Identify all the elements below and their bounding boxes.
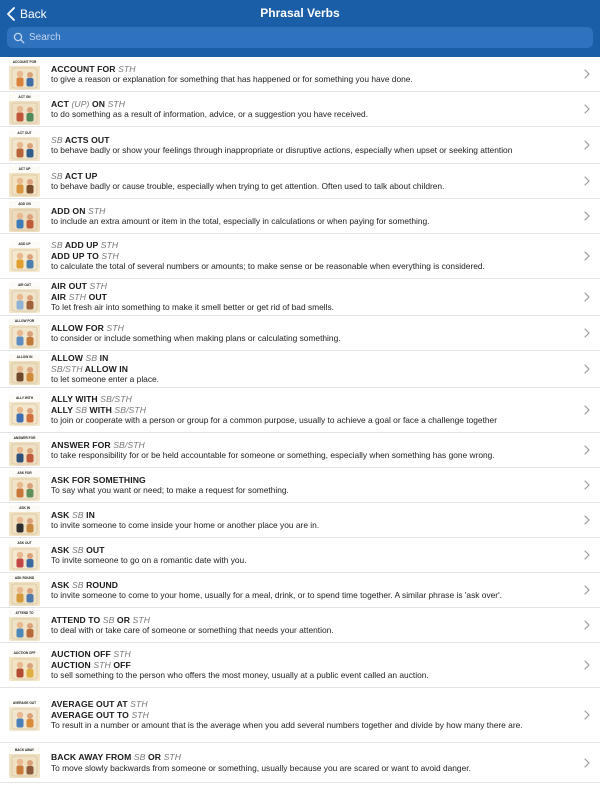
headword-part: ALLOW IN xyxy=(82,363,129,374)
list-item[interactable] xyxy=(0,199,600,234)
placeholder-word: STH xyxy=(68,291,87,302)
headword-part: WITH xyxy=(87,404,115,415)
headword-part: OR xyxy=(114,614,133,625)
definition-text: to invite someone to come inside your home or another place you are in. xyxy=(51,520,320,531)
headword-part: ADD ON xyxy=(51,205,88,216)
illustration-thumbnail xyxy=(9,166,40,197)
headword-part: BACK AWAY FROM xyxy=(51,752,134,763)
placeholder-word: STH xyxy=(130,699,148,710)
chevron-right-icon xyxy=(584,140,590,150)
chevron-right-icon xyxy=(584,620,590,630)
headword-part: ROUND xyxy=(83,579,119,590)
headword-part: AUCTION OFF xyxy=(51,649,114,660)
entry-text xyxy=(51,281,600,312)
entry-text xyxy=(51,171,600,192)
list-item[interactable] xyxy=(0,608,600,643)
placeholder-word: (UP) xyxy=(71,98,90,109)
phrasal-verb-headword xyxy=(51,281,576,291)
chevron-right-icon xyxy=(584,104,590,114)
illustration-thumbnail xyxy=(9,318,40,349)
definition-text: To say what you want or need; to make a request for something. xyxy=(51,485,289,496)
entry-text xyxy=(51,545,600,566)
definition-text: To let fresh air into something to make it smell better or get rid of bad smells. xyxy=(51,302,335,313)
phrasal-verb-headword xyxy=(51,64,576,74)
entry-text xyxy=(51,240,600,271)
placeholder-word: SB xyxy=(133,752,146,763)
illustration-thumbnail xyxy=(9,470,40,501)
chevron-right-icon xyxy=(584,660,590,670)
definition-text: to invite someone to come to your home, usually for a meal, drink, or to spend time together. A similar phrase is 'ask over'. xyxy=(51,590,503,601)
definition-text: to consider or include something when making plans or calculating something. xyxy=(51,333,341,344)
phrasal-verb-headword xyxy=(51,99,576,109)
headword-part: AIR xyxy=(51,291,69,302)
thumbnail-caption: ACCOUNT FOR xyxy=(12,59,37,64)
list-item[interactable] xyxy=(0,743,600,783)
entry-text xyxy=(51,752,600,773)
list-item[interactable] xyxy=(0,316,600,351)
placeholder-word: STH xyxy=(100,240,119,251)
nav-bar xyxy=(0,0,600,27)
headword-part: OR xyxy=(145,752,164,763)
definition-text: to take responsibility for or be held accountable for someone or something, especially when something has gone wrong. xyxy=(51,450,495,461)
illustration-thumbnail xyxy=(9,282,40,313)
phrasal-verb-headword xyxy=(51,240,576,250)
thumbnail-caption: ALLY WITH xyxy=(16,395,33,400)
placeholder-word: SB xyxy=(71,544,84,555)
thumbnail-caption: AIR OUT xyxy=(17,282,32,287)
placeholder-word: SB/STH xyxy=(51,363,83,374)
illustration-thumbnail xyxy=(9,241,40,272)
phrasal-verb-headword xyxy=(51,545,576,555)
list-item[interactable] xyxy=(0,127,600,164)
placeholder-word: SB xyxy=(51,134,63,145)
illustration-thumbnail xyxy=(9,747,40,778)
search-input[interactable] xyxy=(29,32,569,43)
headword-part: ADD UP xyxy=(62,240,101,251)
headword-part: ACT xyxy=(51,98,72,109)
headword-part: ACCOUNT FOR xyxy=(51,63,119,74)
chevron-right-icon xyxy=(584,364,590,374)
headword-part: ALLY xyxy=(51,404,76,415)
headword-part: ASK xyxy=(51,509,72,520)
illustration-thumbnail xyxy=(9,354,40,385)
headword-part: ASK xyxy=(51,579,72,590)
entry-text xyxy=(51,649,600,680)
headword-part: AVERAGE OUT AT xyxy=(51,699,131,710)
thumbnail-caption: ASK ROUND xyxy=(14,575,35,580)
thumbnail-caption: ASK FOR xyxy=(17,470,32,475)
headword-part: AIR OUT xyxy=(51,281,90,292)
entry-text xyxy=(51,64,600,85)
entry-text xyxy=(51,510,600,531)
phrasal-verb-headword xyxy=(51,171,576,181)
illustration-thumbnail xyxy=(9,435,40,466)
headword-part: ALLOW FOR xyxy=(51,322,107,333)
placeholder-word: SB xyxy=(75,404,88,415)
chevron-right-icon xyxy=(584,69,590,79)
chevron-right-icon xyxy=(584,585,590,595)
phrasal-verb-headword xyxy=(51,699,576,709)
definition-text: to let someone enter a place. xyxy=(51,374,160,385)
definition-text: to do something as a result of information, advice, or a suggestion you have received. xyxy=(51,109,369,120)
placeholder-word: STH xyxy=(93,659,111,670)
search-icon xyxy=(13,32,25,44)
headword-part: IN xyxy=(83,509,95,520)
phrasal-verb-headword xyxy=(51,323,576,333)
headword-part: ASK FOR SOMETHING xyxy=(51,474,146,485)
entry-text xyxy=(51,580,600,601)
phrasal-verb-headword xyxy=(51,752,576,762)
phrasal-verb-headword xyxy=(51,475,576,485)
thumbnail-caption: ADD ON xyxy=(18,201,31,206)
entry-text xyxy=(51,323,600,344)
list-item[interactable] xyxy=(0,92,600,127)
thumbnail-caption: ATTEND TO xyxy=(15,610,34,615)
definition-text: to sell something to the person who offers the most money, usually at a public event called an auction. xyxy=(51,670,429,681)
thumbnail-caption: ACT OUT xyxy=(17,130,32,135)
top-bar xyxy=(0,0,600,57)
chevron-right-icon xyxy=(584,211,590,221)
illustration-thumbnail xyxy=(9,130,40,161)
list-item[interactable] xyxy=(0,573,600,608)
definition-text: to behave badly or show your feelings through inappropriate or disruptive actions, especially when upset or seeking attention xyxy=(51,145,513,156)
placeholder-word: SB xyxy=(85,353,98,364)
list-item[interactable] xyxy=(0,643,600,688)
list-item[interactable] xyxy=(0,538,600,573)
list-item[interactable] xyxy=(0,688,600,743)
chevron-right-icon xyxy=(584,251,590,261)
phrasal-verb-list xyxy=(0,57,600,800)
illustration-thumbnail xyxy=(9,540,40,571)
phrasal-verb-headword xyxy=(51,292,576,302)
list-item[interactable] xyxy=(0,468,600,503)
headword-part: OUT xyxy=(83,544,105,555)
thumbnail-caption: ALLOW IN xyxy=(16,354,33,359)
entry-text xyxy=(51,440,600,461)
headword-part: ALLOW xyxy=(51,353,86,364)
headword-part: IN xyxy=(97,353,109,364)
thumbnail-caption: ADD UP xyxy=(18,241,31,246)
illustration-thumbnail xyxy=(9,395,40,426)
placeholder-word: STH xyxy=(87,205,106,216)
placeholder-word: STH xyxy=(118,63,136,74)
list-item[interactable] xyxy=(0,279,600,316)
thumbnail-caption: ASK IN xyxy=(19,505,30,510)
illustration-thumbnail xyxy=(9,505,40,536)
chevron-right-icon xyxy=(584,176,590,186)
thumbnail-caption: AVERAGE OUT xyxy=(12,700,37,705)
entry-text xyxy=(51,353,600,384)
definition-text: To move slowly backwards from someone or something, usually because you are scared or want to avoid danger. xyxy=(51,762,471,773)
headword-part: OUT xyxy=(86,291,108,302)
phrasal-verb-headword xyxy=(51,615,576,625)
placeholder-word: STH xyxy=(132,614,151,625)
headword-part: ATTEND TO xyxy=(51,614,103,625)
definition-text: to include an extra amount or item in the total, especially in calculations or when paying for something. xyxy=(51,216,430,227)
entry-text xyxy=(51,699,600,730)
phrasal-verb-headword xyxy=(51,135,576,145)
thumbnail-caption: ANSWER FOR xyxy=(13,435,36,440)
placeholder-word: SB/STH xyxy=(114,404,147,415)
headword-part: AUCTION xyxy=(51,659,94,670)
illustration-thumbnail xyxy=(9,610,40,641)
placeholder-word: STH xyxy=(131,709,149,720)
list-item[interactable] xyxy=(0,234,600,279)
entry-text xyxy=(51,206,600,227)
definition-text: to behave badly or cause trouble, especially when trying to get attention. Often used to talk about children. xyxy=(51,181,445,192)
thumbnail-caption: AUCTION OFF xyxy=(13,650,36,655)
headword-part: ACT UP xyxy=(62,170,98,181)
phrasal-verb-headword xyxy=(51,394,576,404)
chevron-right-icon xyxy=(584,710,590,720)
thumbnail-caption: ASK OUT xyxy=(17,540,32,545)
headword-part: OFF xyxy=(110,659,131,670)
phrasal-verb-headword xyxy=(51,510,576,520)
phrasal-verb-headword xyxy=(51,353,576,363)
list-item[interactable] xyxy=(0,388,600,433)
back-label: Back xyxy=(20,7,47,21)
placeholder-word: STH xyxy=(89,281,108,292)
definition-text: To result in a number or amount that is the average when you add several numbers together and divide by how many there are. xyxy=(51,720,523,731)
list-item[interactable] xyxy=(0,433,600,468)
headword-part: AVERAGE OUT TO xyxy=(51,709,132,720)
headword-part: ACTS OUT xyxy=(62,134,110,145)
headword-part: ON xyxy=(89,98,108,109)
chevron-right-icon xyxy=(584,550,590,560)
list-item[interactable] xyxy=(0,351,600,388)
chevron-right-icon xyxy=(584,328,590,338)
entry-text xyxy=(51,135,600,156)
illustration-thumbnail xyxy=(9,575,40,606)
placeholder-word: SB/STH xyxy=(100,394,132,405)
headword-part: ALLY WITH xyxy=(51,394,101,405)
chevron-right-icon xyxy=(584,405,590,415)
thumbnail-caption: ACT UP xyxy=(18,166,31,171)
placeholder-word: STH xyxy=(113,649,131,660)
phrasal-verb-headword xyxy=(51,580,576,590)
chevron-right-icon xyxy=(584,292,590,302)
thumbnail-caption: ALLOW FOR xyxy=(14,318,35,323)
phrasal-verb-headword xyxy=(51,364,576,374)
headword-part: ANSWER FOR xyxy=(51,439,114,450)
illustration-thumbnail xyxy=(9,700,40,731)
phrasal-verb-headword xyxy=(51,206,576,216)
list-item[interactable] xyxy=(0,503,600,538)
placeholder-word: SB xyxy=(71,509,84,520)
thumbnail-caption: ACT ON xyxy=(18,94,31,99)
phrasal-verb-headword xyxy=(51,440,576,450)
illustration-thumbnail xyxy=(9,650,40,681)
entry-text xyxy=(51,99,600,120)
chevron-right-icon xyxy=(584,515,590,525)
phrasal-verb-headword xyxy=(51,251,576,261)
phrasal-verb-headword xyxy=(51,405,576,415)
entry-text xyxy=(51,394,600,425)
phrasal-verb-headword xyxy=(51,660,576,670)
search-bar[interactable] xyxy=(7,27,593,48)
phrasal-verb-headword xyxy=(51,710,576,720)
placeholder-word: STH xyxy=(163,752,182,763)
phrasal-verb-headword xyxy=(51,649,576,659)
definition-text: to join or cooperate with a person or group for a common purpose, usually to achieve a goal or face a challenge together xyxy=(51,415,498,426)
placeholder-word: STH xyxy=(101,250,119,261)
illustration-thumbnail xyxy=(9,59,40,90)
placeholder-word: SB xyxy=(51,240,63,251)
chevron-right-icon xyxy=(584,445,590,455)
list-item[interactable] xyxy=(0,164,600,199)
thumbnail-caption: BACK AWAY xyxy=(14,748,35,752)
headword-part: ADD UP TO xyxy=(51,250,102,261)
placeholder-word: SB xyxy=(71,579,84,590)
chevron-right-icon xyxy=(584,758,590,768)
chevron-right-icon xyxy=(584,480,590,490)
definition-text: to deal with or take care of someone or something that needs your attention. xyxy=(51,625,334,636)
illustration-thumbnail xyxy=(9,201,40,232)
page-title: Phrasal Verbs xyxy=(260,6,340,20)
placeholder-word: STH xyxy=(106,322,124,333)
placeholder-word: SB xyxy=(51,170,63,181)
entry-text xyxy=(51,475,600,496)
placeholder-word: SB xyxy=(102,614,115,625)
definition-text: to calculate the total of several numbers or amounts; to make sense or be reasonable when everything is considered. xyxy=(51,261,485,272)
headword-part: ASK xyxy=(51,544,72,555)
definition-text: To invite someone to go on a romantic date with you. xyxy=(51,555,247,566)
list-item[interactable] xyxy=(0,57,600,92)
placeholder-word: SB/STH xyxy=(113,439,145,450)
illustration-thumbnail xyxy=(9,94,40,125)
entry-text xyxy=(51,615,600,636)
definition-text: to give a reason or explanation for something that has happened or for something you have done. xyxy=(51,74,413,85)
placeholder-word: STH xyxy=(107,98,126,109)
